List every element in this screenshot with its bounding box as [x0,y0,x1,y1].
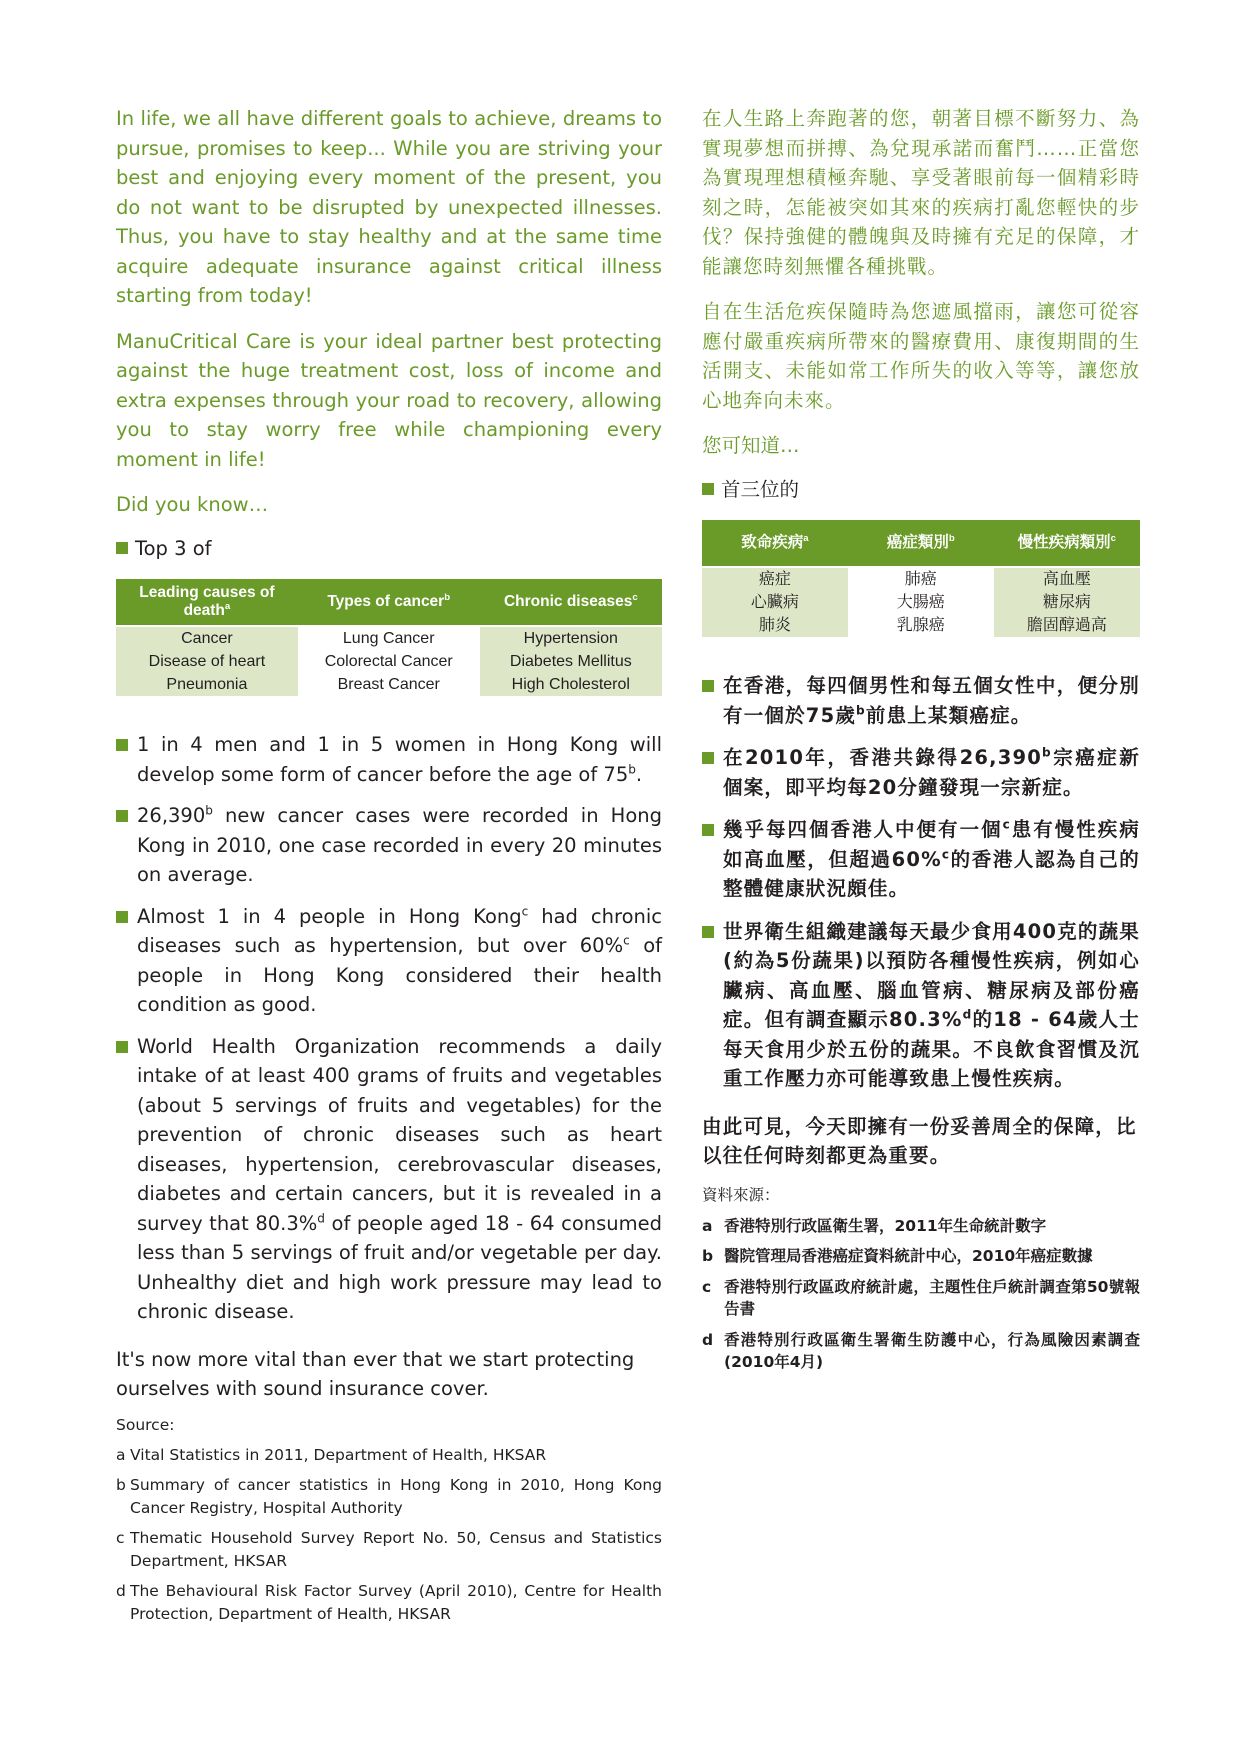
conclusion-paragraph: 由此可見，今天即擁有一份妥善周全的保障，比以往任何時刻都更為重要。 [702,1114,1137,1167]
table-header-cell: Types of cancer$^b$ [298,579,480,625]
source-item: b 醫院管理局香港癌症資料統計中心，2010年癌症數據 [702,1247,1093,1265]
source-heading: Source: [116,1415,175,1434]
list-item: Almost 1 in 4 people in Hong Kong$^c$ had chronic diseases such as hypertension, but over 60%$^c$ of people in Hong Kong considered their health condition as good. [116,902,662,1020]
table-cell: 心臟病 [702,591,848,614]
table-row [702,591,1140,614]
table-row [116,650,662,673]
did-you-know-heading: 您可知道… [702,434,800,457]
table-header-cell: 癌症類別$^b$ [848,520,994,566]
square-bullet-icon [702,926,714,938]
list-item: 幾乎每四個香港人中便有一個$^c$患有慢性疾病如高血壓，但超過60%$^c$的香港人認為自己的整體健康狀況頗佳。 [702,815,1140,904]
table-cell: 乳腺癌 [848,614,994,637]
top3-heading [116,534,662,564]
top3-heading [702,475,1140,505]
top3-label: Top 3 of [135,536,212,560]
table-header-row [116,579,662,625]
source-item: d 香港特別行政區衛生署衛生防護中心，行為風險因素調查(2010年4月) [702,1330,1140,1371]
source-item: d The Behavioural Risk Factor Survey (April 2010), Centre for Health Protection, Department of Health, HKSAR [116,1582,662,1623]
source-heading: 資料來源： [702,1185,780,1204]
square-bullet-icon [116,739,128,751]
chinese-column [702,104,1140,1382]
list-item: 26,390$^b$ new cancer cases were recorded in Hong Kong in 2010, one case recorded in every 20 minutes on average. [116,801,662,890]
square-bullet-icon [702,680,714,692]
table-cell: High Cholesterol [480,673,662,696]
table-cell: Breast Cancer [298,673,480,696]
table-header-cell: 慢性疾病類別$^c$ [994,520,1140,566]
table-row [702,566,1140,591]
facts-list [116,730,662,1327]
table-header-cell: Chronic diseases$^c$ [480,579,662,625]
list-item: 在香港，每四個男性和每五個女性中，便分別有一個於75歲$^b$前患上某類癌症。 [702,671,1140,730]
table-row [116,625,662,650]
source-item: a 香港特別行政區衛生署，2011年生命統計數字 [702,1216,1047,1235]
square-bullet-icon [116,911,128,923]
table-cell: Colorectal Cancer [298,650,480,673]
table-cell: 高血壓 [994,566,1140,591]
table-cell: Lung Cancer [298,625,480,650]
table-cell: 肺癌 [848,566,994,591]
source-item: c 香港特別行政區政府統計處，主題性住戶統計調查第50號報告書 [702,1277,1140,1318]
source-list [702,1215,1140,1374]
table-header-row [702,520,1140,566]
table-cell: 糖尿病 [994,591,1140,614]
table-cell: Pneumonia [116,673,298,696]
square-bullet-icon [116,542,128,554]
square-bullet-icon [702,752,714,764]
intro-paragraph: 自在生活危疾保隨時為您遮風擋雨，讓您可從容應付嚴重疾病所帶來的醫療費用、康復期間的生活開支、未能如常工作所失的收入等等，讓您放心地奔向未來。 [702,300,1140,412]
table-header-cell: 致命疾病$^a$ [702,520,848,566]
did-you-know-heading: Did you know… [116,493,269,516]
top3-table [116,579,662,696]
table-cell: Cancer [116,625,298,650]
square-bullet-icon [702,483,714,495]
top3-table [702,520,1140,637]
table-row [702,614,1140,637]
table-cell: Hypertension [480,625,662,650]
table-cell: 大腸癌 [848,591,994,614]
table-cell: 癌症 [702,566,848,591]
source-item: c Thematic Household Survey Report No. 50, Census and Statistics Department, HKSAR [116,1529,662,1570]
top3-label: 首三位的 [721,477,800,501]
square-bullet-icon [116,1041,128,1053]
list-item: 1 in 4 men and 1 in 5 women in Hong Kong will develop some form of cancer before the age of 75$^b$. [116,730,662,789]
source-list [116,1444,662,1626]
table-cell: Diabetes Mellitus [480,650,662,673]
source-item: b Summary of cancer statistics in Hong Kong in 2010, Hong Kong Cancer Registry, Hospital Authority [116,1476,662,1517]
facts-list [702,671,1140,1094]
table-cell: 膽固醇過高 [994,614,1140,637]
table-row [116,673,662,696]
list-item: 在2010年，香港共錄得26,390$^b$宗癌症新個案，即平均每20分鐘發現一宗新症。 [702,743,1140,802]
intro-paragraph: In life, we all have different goals to achieve, dreams to pursue, promises to keep... While you are striving your best and enjoying every moment of the present, you do not want to be disrupted by unexpected illnesses. Thus, you have to stay healthy and at the same time acquire adequate insurance against critical illness starting from today! [116,107,662,307]
intro-paragraph: 在人生路上奔跑著的您，朝著目標不斷努力、為實現夢想而拼搏、為兌現承諾而奮鬥……正當您為實現理想積極奔馳、享受著眼前每一個精彩時刻之時，怎能被突如其來的疾病打亂您輕快的步伐？保持強健的體魄與及時擁有充足的保障，才能讓您時刻無懼各種挑戰。 [702,107,1140,278]
square-bullet-icon [116,810,128,822]
table-cell: 肺炎 [702,614,848,637]
conclusion-paragraph: It's now more vital than ever that we start protecting ourselves with sound insurance cover. [116,1347,635,1400]
table-cell: Disease of heart [116,650,298,673]
square-bullet-icon [702,824,714,836]
english-column [116,104,662,1633]
list-item: World Health Organization recommends a daily intake of at least 400 grams of fruits and vegetables (about 5 servings of fruits and vegetables) for the prevention of chronic diseases such as heart diseases, hypertension, cerebrovascular diseases, diabetes and certain cancers, but it is revealed in a survey that 80.3%$^d$ of people aged 18 - 64 consumed less than 5 servings of fruit and/or vegetable per day. Unhealthy diet and high work pressure may lead to chronic disease. [116,1032,662,1327]
table-header-cell: Leading causes of death$^a$ [116,579,298,625]
intro-paragraph: ManuCritical Care is your ideal partner best protecting against the huge treatment cost, loss of income and extra expenses through your road to recovery, allowing you to stay worry free while championing every moment in life! [116,329,662,471]
list-item: 世界衛生組織建議每天最少食用400克的蔬果(約為5份蔬果)以預防各種慢性疾病，例如心臟病、高血壓、腦血管病、糖尿病及部份癌症。但有調查顯示80.3%$^d$的18 - 64歲人士每天食用少於五份的蔬果。不良飲食習慣及沉重工作壓力亦可能導致患上慢性疾病。 [702,917,1140,1094]
source-item: a Vital Statistics in 2011, Department of Health, HKSAR [116,1445,547,1464]
